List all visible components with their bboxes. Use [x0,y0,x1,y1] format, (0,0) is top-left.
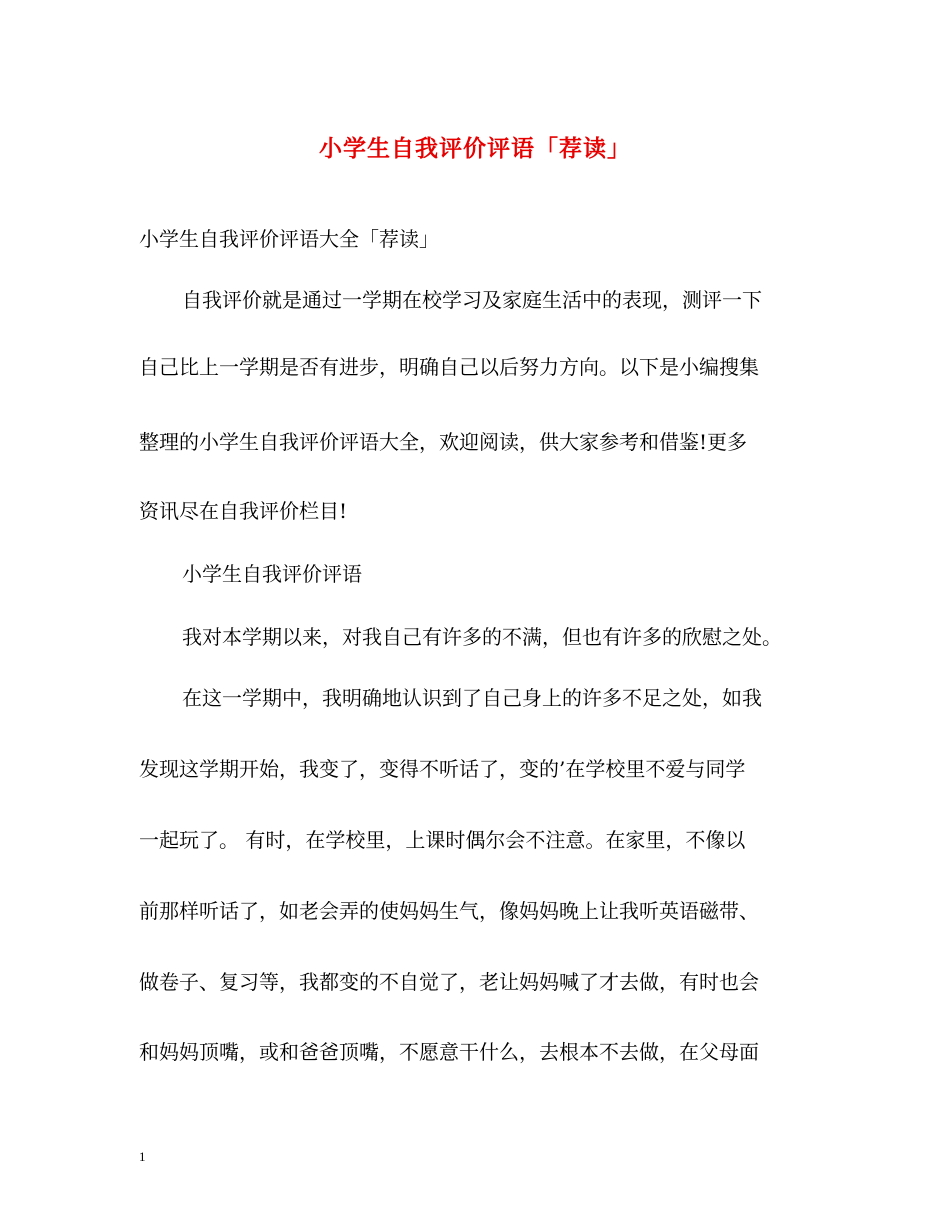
paragraph-line: 和妈妈顶嘴，或和爸爸顶嘴，不愿意干什么，去根本不去做，在父母面 [139,1040,759,1064]
section-heading: 小学生自我评价评语 [182,562,362,586]
page-number: 1 [139,1149,146,1164]
document-subtitle: 小学生自我评价评语大全「荐读」 [139,227,439,251]
paragraph-line: 我对本学期以来，对我自己有许多的不满，但也有许多的欣慰之处。 [182,625,782,649]
paragraph-line: 整理的小学生自我评价评语大全，欢迎阅读，供大家参考和借鉴!更多 [139,430,748,454]
paragraph-line: 发现这学期开始，我变了，变得不听话了，变的’在学校里不爱与同学 [139,757,746,781]
paragraph-line: 在这一学期中，我明确地认识到了自己身上的许多不足之处，如我 [182,686,762,710]
paragraph-line: 自我评价就是通过一学期在校学习及家庭生活中的表现，测评一下 [182,288,762,312]
paragraph-line: 前那样听话了，如老会弄的使妈妈生气，像妈妈晚上让我听英语磁带、 [139,899,759,923]
paragraph-line: 自己比上一学期是否有进步，明确自己以后努力方向。以下是小编搜集 [139,355,759,379]
paragraph-line: 资讯尽在自我评价栏目! [139,499,348,523]
paragraph-line: 一起玩了。 有时，在学校里，上课时偶尔会不注意。在家里，不像以 [139,828,746,852]
paragraph-line: 做卷子、复习等，我都变的不自觉了，老让妈妈喊了才去做，有时也会 [139,970,759,994]
document-title: 小学生自我评价评语「荐读」 [319,135,631,162]
